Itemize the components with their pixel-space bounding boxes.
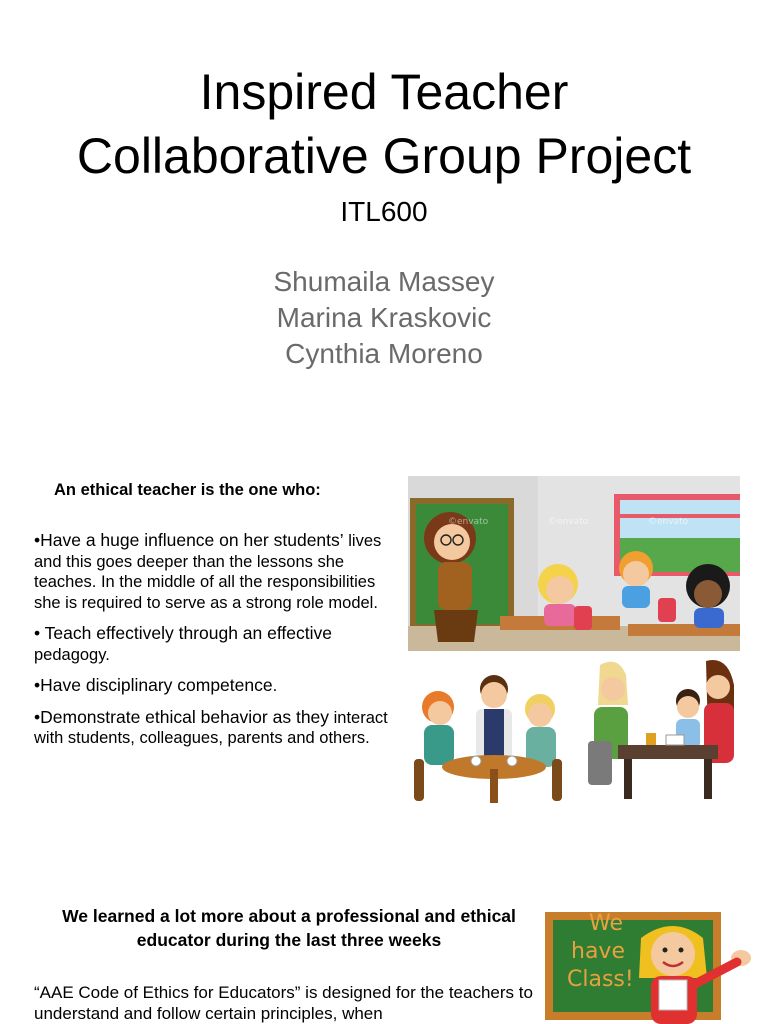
chalk-word: Class!	[567, 967, 634, 992]
code-of-ethics-text: “AAE Code of Ethics for Educators” is designed for the teachers to understand and follow certain principles, when	[34, 983, 533, 1023]
learned-heading: We learned a lot more about a professional and ethical educator during the last three weeks	[62, 906, 516, 950]
watermark: ©envato	[548, 517, 589, 527]
parent-teacher-meeting-illustration	[578, 655, 740, 805]
cafe-meeting-illustration	[406, 665, 566, 815]
title-line-1: Inspired Teacher	[199, 64, 569, 120]
author-name: Shumaila Massey	[273, 266, 495, 297]
classroom-illustration	[408, 476, 740, 651]
watermark: ©envato	[448, 517, 489, 527]
ethical-teacher-bullets	[34, 530, 400, 759]
chalk-word: have	[571, 939, 625, 964]
page-title	[0, 60, 768, 188]
title-line-2: Collaborative Group Project	[76, 128, 692, 184]
bullet-lead: •Demonstrate ethical behavior as they	[34, 706, 330, 727]
bullet-item	[34, 623, 400, 665]
bullet-item	[34, 530, 400, 613]
bullet-lead: •Have a huge influence on her students’	[34, 530, 344, 550]
author-list	[0, 264, 768, 372]
watermark: ©envato	[648, 517, 689, 527]
bullet-rest: interact with students, colleagues, parents and others.	[34, 708, 388, 747]
author-name: Cynthia Moreno	[285, 338, 483, 369]
author-name: Marina Kraskovic	[276, 302, 492, 333]
course-code: ITL600	[340, 196, 428, 227]
bullet-item	[34, 707, 400, 749]
bullet-item	[34, 675, 400, 697]
bullet-rest: .	[272, 677, 278, 695]
chalk-word: We	[589, 911, 623, 936]
bullet-lead: •Have disciplinary competence	[34, 675, 273, 695]
ethical-teacher-heading: An ethical teacher is the one who:	[54, 481, 321, 499]
bullet-rest: pedagogy.	[34, 645, 110, 664]
bullet-rest: lives and this goes deeper than the lessons she teaches. In the middle of all the responsibilities she is required to serve as a strong role model.	[34, 532, 382, 612]
bullet-lead: • Teach effectively through an effective	[34, 623, 332, 643]
we-have-class-chalkboard	[543, 908, 755, 1024]
